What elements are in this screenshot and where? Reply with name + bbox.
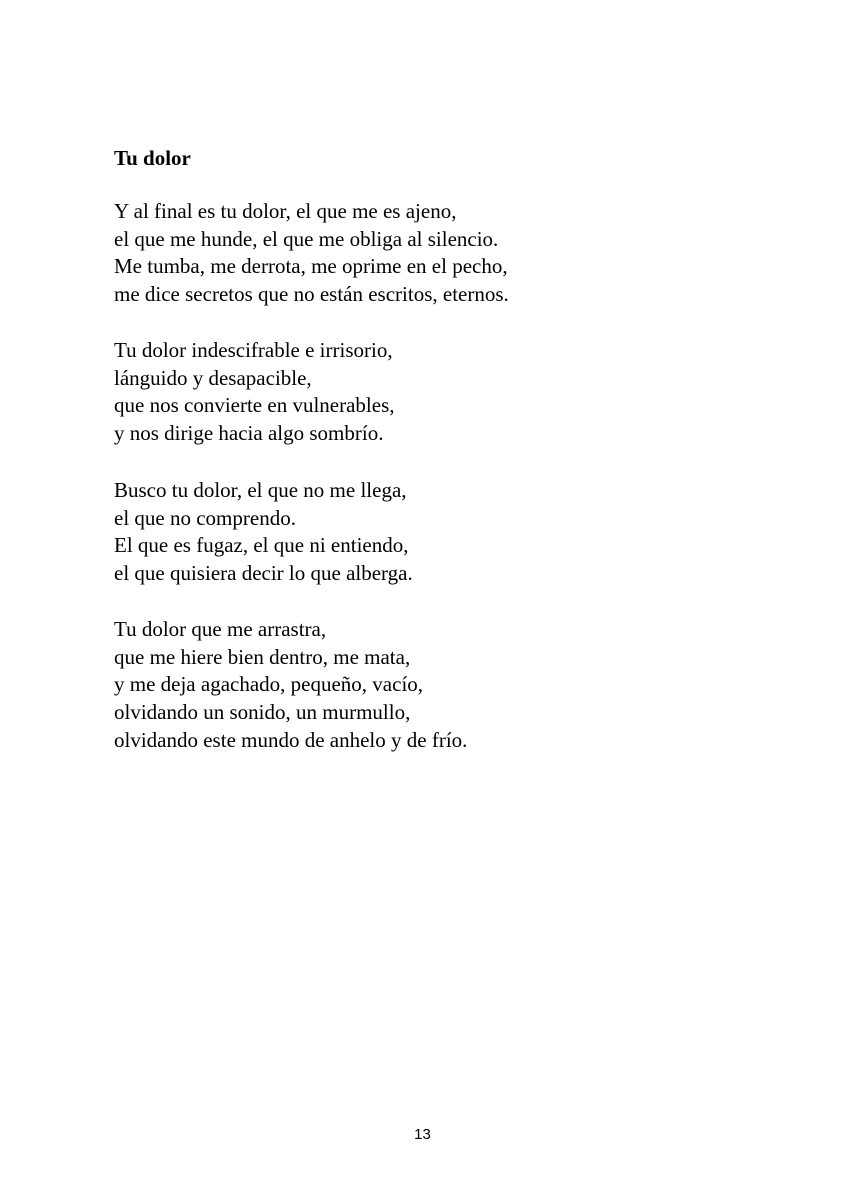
stanza xyxy=(114,198,509,309)
verse-line: El que es fugaz, el que ni entiendo, xyxy=(114,533,409,558)
verse-line: me dice secretos que no están escritos, eternos. xyxy=(114,282,509,307)
verse-line: lánguido y desapacible, xyxy=(114,365,312,390)
verse-line: Busco tu dolor, el que no me llega, xyxy=(114,478,407,502)
stanza xyxy=(114,477,413,588)
verse-line: que nos convierte en vulnerables, xyxy=(114,393,395,418)
page-number: 13 xyxy=(414,1126,431,1143)
verse-line: Y al final es tu dolor, el que me es ajeno, xyxy=(114,199,457,223)
verse-line: Tu dolor que me arrastra, xyxy=(114,617,327,641)
poem-title: Tu dolor xyxy=(114,146,191,170)
verse-line: que me hiere bien dentro, me mata, xyxy=(114,644,411,669)
verse-line: el que quisiera decir lo que alberga. xyxy=(114,561,413,586)
verse-line: y nos dirige hacia algo sombrío. xyxy=(114,421,384,446)
stanza xyxy=(114,337,395,448)
verse-line: el que no comprendo. xyxy=(114,505,296,530)
stanza xyxy=(114,616,467,755)
verse-line: el que me hunde, el que me obliga al silencio. xyxy=(114,226,499,251)
verse-line: olvidando este mundo de anhelo y de frío. xyxy=(114,727,468,752)
verse-line: olvidando un sonido, un murmullo, xyxy=(114,700,411,725)
verse-line: Tu dolor indescifrable e irrisorio, xyxy=(114,338,393,362)
verse-line: Me tumba, me derrota, me oprime en el pecho, xyxy=(114,254,508,279)
verse-line: y me deja agachado, pequeño, vacío, xyxy=(114,672,424,697)
